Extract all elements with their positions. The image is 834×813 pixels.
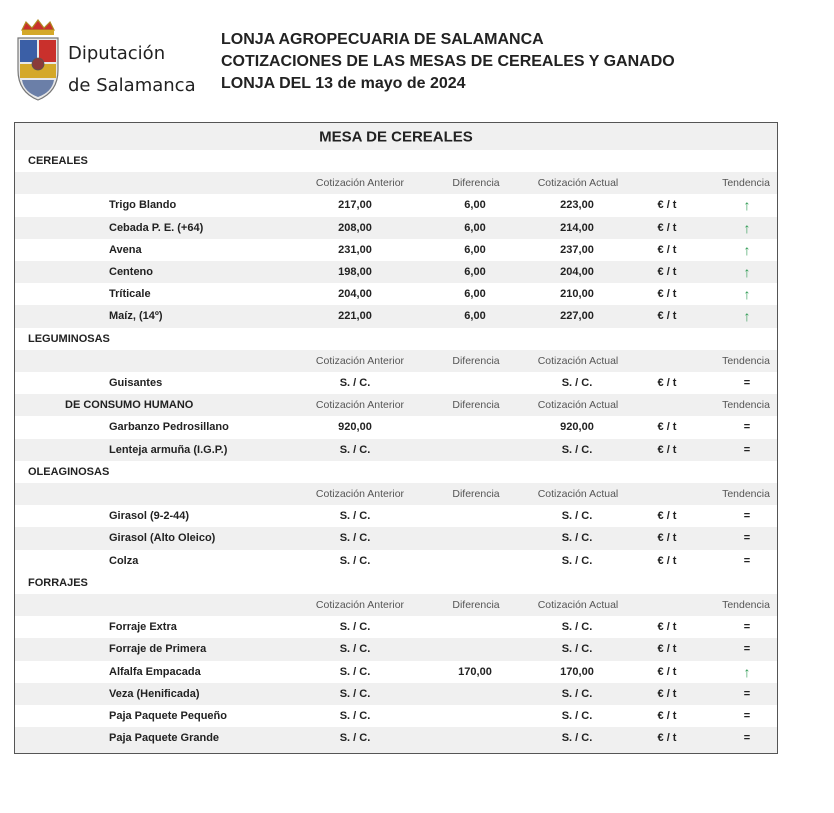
header-diferencia: Diferencia: [452, 354, 500, 367]
header-cotizacion-actual: Cotización Actual: [537, 399, 619, 412]
cotizacion-anterior: S. / C.: [339, 687, 371, 700]
unit: € / t: [657, 266, 677, 279]
arrow-up-icon: ↑: [743, 663, 751, 680]
product-name: Colza: [109, 554, 139, 567]
header-cotizacion-anterior: Cotización Anterior: [315, 177, 405, 190]
cotizacion-anterior: S. / C.: [339, 732, 371, 745]
header-diferencia: Diferencia: [452, 599, 500, 612]
arrow-up-icon: ↑: [743, 241, 751, 258]
table-row: [15, 217, 777, 239]
unit: € / t: [657, 243, 677, 256]
unit: € / t: [657, 421, 677, 434]
arrow-up-icon: ↑: [743, 286, 751, 303]
coat-of-arms-icon: [14, 18, 62, 104]
equal-icon: =: [743, 732, 751, 745]
table-title: MESA DE CEREALES: [319, 128, 473, 145]
unit: € / t: [657, 687, 677, 700]
product-name: Centeno: [109, 266, 153, 279]
product-name: Guisantes: [109, 377, 163, 390]
price-table: [14, 122, 778, 754]
cotizacion-actual: 170,00: [560, 665, 594, 678]
product-name: Maíz, (14º): [109, 310, 163, 323]
equal-icon: =: [743, 443, 751, 456]
product-name: Lenteja armuña (I.G.P.): [109, 443, 228, 456]
arrow-up-icon: ↑: [743, 219, 751, 236]
equal-icon: =: [743, 377, 751, 390]
cotizacion-anterior: S. / C.: [339, 621, 371, 634]
diferencia: 6,00: [464, 199, 486, 212]
diferencia: 6,00: [464, 310, 486, 323]
table-title-row: [15, 123, 777, 150]
cotizacion-anterior: S. / C.: [339, 643, 371, 656]
cotizacion-actual: 214,00: [560, 221, 594, 234]
product-name: Veza (Henificada): [109, 687, 200, 700]
section-title: FORRAJES: [28, 576, 88, 589]
product-name: Tríticale: [109, 288, 151, 301]
unit: € / t: [657, 621, 677, 634]
arrow-up-icon: ↑: [743, 308, 751, 325]
table-row: [15, 505, 777, 527]
unit: € / t: [657, 199, 677, 212]
cotizacion-actual: S. / C.: [561, 710, 593, 723]
equal-icon: =: [743, 621, 751, 634]
subsection-title: DE CONSUMO HUMANO: [65, 399, 194, 412]
unit: € / t: [657, 221, 677, 234]
table-row: [15, 239, 777, 261]
header-tendencia: Tendencia: [722, 399, 770, 412]
unit: € / t: [657, 532, 677, 545]
table-row: [15, 705, 777, 727]
arrow-up-icon: ↑: [743, 264, 751, 281]
diferencia: 170,00: [458, 665, 492, 678]
cotizacion-anterior: S. / C.: [339, 510, 371, 523]
diferencia: 6,00: [464, 243, 486, 256]
unit: € / t: [657, 377, 677, 390]
table-row: [15, 616, 777, 638]
cotizacion-actual: S. / C.: [561, 732, 593, 745]
header-diferencia: Diferencia: [452, 488, 500, 501]
cotizacion-anterior: 208,00: [338, 221, 372, 234]
header-cotizacion-anterior: Cotización Anterior: [315, 354, 405, 367]
table-row: [15, 194, 777, 216]
cotizacion-anterior: S. / C.: [339, 710, 371, 723]
cotizacion-actual: S. / C.: [561, 377, 593, 390]
table-row: [15, 283, 777, 305]
logo-line2: de Salamanca: [68, 75, 196, 96]
header-line1: LONJA AGROPECUARIA DE SALAMANCA: [221, 31, 544, 48]
header-cotizacion-anterior: Cotización Anterior: [315, 488, 405, 501]
unit: € / t: [657, 310, 677, 323]
cotizacion-actual: S. / C.: [561, 443, 593, 456]
arrow-up-icon: ↑: [743, 197, 751, 214]
cotizacion-actual: S. / C.: [561, 532, 593, 545]
product-name: Garbanzo Pedrosillano: [109, 421, 229, 434]
column-header-row: [15, 394, 777, 416]
column-header-row: [15, 350, 777, 372]
equal-icon: =: [743, 532, 751, 545]
cotizacion-anterior: 221,00: [338, 310, 372, 323]
header-line2: COTIZACIONES DE LAS MESAS DE CEREALES Y GANADO: [221, 53, 675, 70]
product-name: Girasol (9-2-44): [109, 510, 190, 523]
cotizacion-anterior: S. / C.: [339, 665, 371, 678]
cotizacion-anterior: S. / C.: [339, 532, 371, 545]
diputacion-logo: [14, 18, 194, 104]
unit: € / t: [657, 554, 677, 567]
cotizacion-anterior: S. / C.: [339, 443, 371, 456]
table-row: [15, 661, 777, 683]
cotizacion-actual: S. / C.: [561, 687, 593, 700]
table-row: [15, 550, 777, 572]
header-cotizacion-actual: Cotización Actual: [537, 488, 619, 501]
header-tendencia: Tendencia: [722, 488, 770, 501]
cotizacion-actual: 204,00: [560, 266, 594, 279]
cotizacion-anterior: 204,00: [338, 288, 372, 301]
table-row: [15, 416, 777, 438]
header-cotizacion-actual: Cotización Actual: [537, 599, 619, 612]
section-row: [15, 150, 777, 172]
cotizacion-anterior: S. / C.: [339, 377, 371, 390]
cotizacion-actual: 237,00: [560, 243, 594, 256]
cotizacion-actual: S. / C.: [561, 554, 593, 567]
section-title: LEGUMINOSAS: [28, 332, 110, 345]
product-name: Alfalfa Empacada: [109, 665, 201, 678]
cotizacion-anterior: 198,00: [338, 266, 372, 279]
table-row: [15, 683, 777, 705]
diferencia: 6,00: [464, 288, 486, 301]
equal-icon: =: [743, 554, 751, 567]
diferencia: 6,00: [464, 221, 486, 234]
column-header-row: [15, 594, 777, 616]
unit: € / t: [657, 643, 677, 656]
header-cotizacion-actual: Cotización Actual: [537, 177, 619, 190]
header-tendencia: Tendencia: [722, 177, 770, 190]
equal-icon: =: [743, 510, 751, 523]
header-tendencia: Tendencia: [722, 599, 770, 612]
unit: € / t: [657, 710, 677, 723]
cotizacion-actual: 210,00: [560, 288, 594, 301]
equal-icon: =: [743, 687, 751, 700]
header-cotizacion-anterior: Cotización Anterior: [315, 599, 405, 612]
logo-line1: Diputación: [68, 43, 166, 64]
section-row: [15, 572, 777, 594]
page-header: [221, 29, 675, 95]
table-row: [15, 638, 777, 660]
section-title: OLEAGINOSAS: [28, 465, 110, 478]
section-title: CEREALES: [28, 155, 88, 168]
header-cotizacion-anterior: Cotización Anterior: [315, 399, 405, 412]
unit: € / t: [657, 732, 677, 745]
column-header-row: [15, 172, 777, 194]
equal-icon: =: [743, 421, 751, 434]
cotizacion-anterior: 920,00: [338, 421, 372, 434]
column-header-row: [15, 483, 777, 505]
table-row: [15, 439, 777, 461]
product-name: Paja Paquete Grande: [109, 732, 220, 745]
cotizacion-anterior: S. / C.: [339, 554, 371, 567]
cotizacion-actual: 920,00: [560, 421, 594, 434]
section-row: [15, 461, 777, 483]
equal-icon: =: [743, 643, 751, 656]
cotizacion-actual: 223,00: [560, 199, 594, 212]
table-row: [15, 261, 777, 283]
product-name: Trigo Blando: [109, 199, 177, 212]
unit: € / t: [657, 288, 677, 301]
header-diferencia: Diferencia: [452, 177, 500, 190]
header-cotizacion-actual: Cotización Actual: [537, 354, 619, 367]
header-line3: LONJA DEL 13 de mayo de 2024: [221, 75, 466, 92]
logo-text: [68, 38, 196, 102]
table-row: [15, 372, 777, 394]
cotizacion-actual: S. / C.: [561, 621, 593, 634]
product-name: Cebada P. E. (+64): [109, 221, 204, 234]
unit: € / t: [657, 665, 677, 678]
table-row: [15, 305, 777, 327]
cotizacion-anterior: 231,00: [338, 243, 372, 256]
unit: € / t: [657, 510, 677, 523]
table-row: [15, 527, 777, 549]
product-name: Girasol (Alto Oleico): [109, 532, 216, 545]
cotizacion-actual: S. / C.: [561, 510, 593, 523]
product-name: Forraje Extra: [109, 621, 177, 634]
section-row: [15, 328, 777, 350]
cotizacion-actual: S. / C.: [561, 643, 593, 656]
equal-icon: =: [743, 710, 751, 723]
unit: € / t: [657, 443, 677, 456]
cotizacion-anterior: 217,00: [338, 199, 372, 212]
cotizacion-actual: 227,00: [560, 310, 594, 323]
table-row: [15, 727, 777, 749]
header-tendencia: Tendencia: [722, 354, 770, 367]
header-diferencia: Diferencia: [452, 399, 500, 412]
diferencia: 6,00: [464, 266, 486, 279]
product-name: Paja Paquete Pequeño: [109, 710, 227, 723]
product-name: Forraje de Primera: [109, 643, 207, 656]
product-name: Avena: [109, 243, 142, 256]
